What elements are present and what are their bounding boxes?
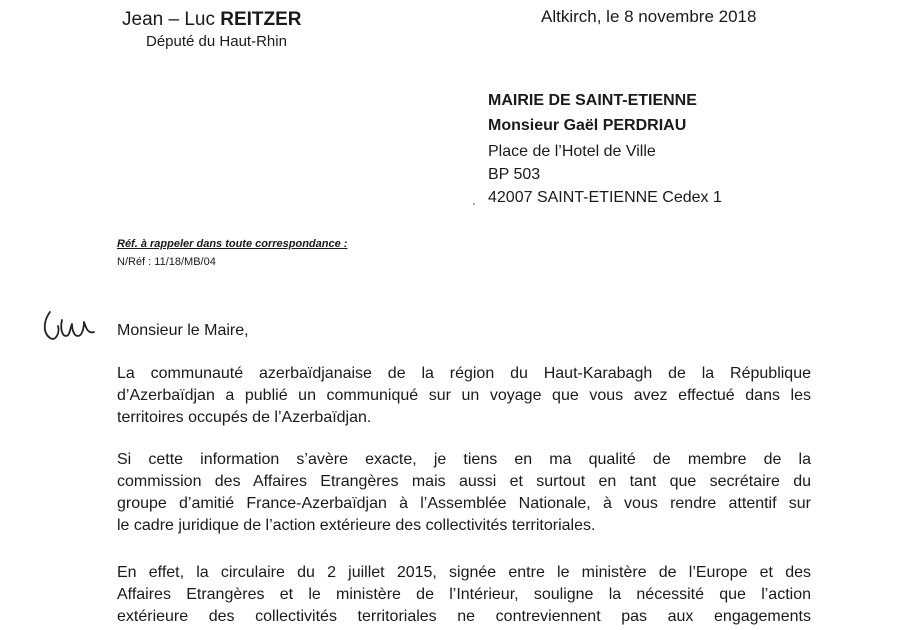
paragraph-line: commission des Affaires Etrangères mais aussi et surtout en tant que secrétaire du: [117, 473, 811, 490]
paragraph-line: Si cette information s’avère exacte, je tiens en ma qualité de membre de la: [117, 451, 811, 468]
paragraph-1: [117, 363, 811, 429]
paragraph-line: d’Azerbaïdjan a publié un communiqué sur un voyage que vous avez effectué dans les: [117, 387, 811, 404]
sender-last-name: REITZER: [220, 9, 302, 30]
paragraph-line: La communauté azerbaïdjanaise de la région du Haut-Karabagh de la République: [117, 365, 811, 382]
recipient-org: MAIRIE DE SAINT-ETIENNE: [488, 92, 697, 109]
sender-first-name: Jean – Luc: [122, 9, 215, 30]
recipient-street: Place de l’Hotel de Ville: [488, 143, 656, 160]
paragraph-line: le cadre juridique de l’action extérieure des collectivités territoriales.: [117, 517, 596, 534]
reference-value: N/Réf : 11/18/MB/04: [117, 256, 216, 268]
paragraph-line: Affaires Etrangères et le ministère de l’Intérieur, souligne la nécessité que l’action: [117, 586, 811, 603]
place-date: Altkirch, le 8 novembre 2018: [541, 7, 757, 26]
sender-name: [122, 9, 302, 31]
paragraph-line: extérieure des collectivités territoriales ne contreviennent pas aux engagements: [117, 608, 811, 625]
sender-title: Député du Haut-Rhin: [146, 33, 287, 50]
reference-label: Réf. à rappeler dans toute correspondance :: [117, 238, 348, 250]
handwritten-initials-mark: [40, 302, 100, 344]
recipient-person: Monsieur Gaël PERDRIAU: [488, 117, 687, 134]
paragraph-line: En effet, la circulaire du 2 juillet 2015, signée entre le ministère de l’Europe et des: [117, 564, 811, 581]
recipient-city: 42007 SAINT-ETIENNE Cedex 1: [488, 189, 722, 206]
salutation: Monsieur le Maire,: [117, 322, 249, 339]
paragraph-line: territoires occupés de l’Azerbaïdjan.: [117, 409, 372, 426]
paragraph-2: [117, 449, 811, 537]
paragraph-line: groupe d’amitié France-Azerbaïdjan à l’Assemblée Nationale, à vous rendre attentif sur: [117, 495, 811, 512]
recipient-box: BP 503: [488, 166, 541, 183]
paragraph-3: [117, 562, 811, 628]
scan-dot: ·: [472, 196, 476, 210]
